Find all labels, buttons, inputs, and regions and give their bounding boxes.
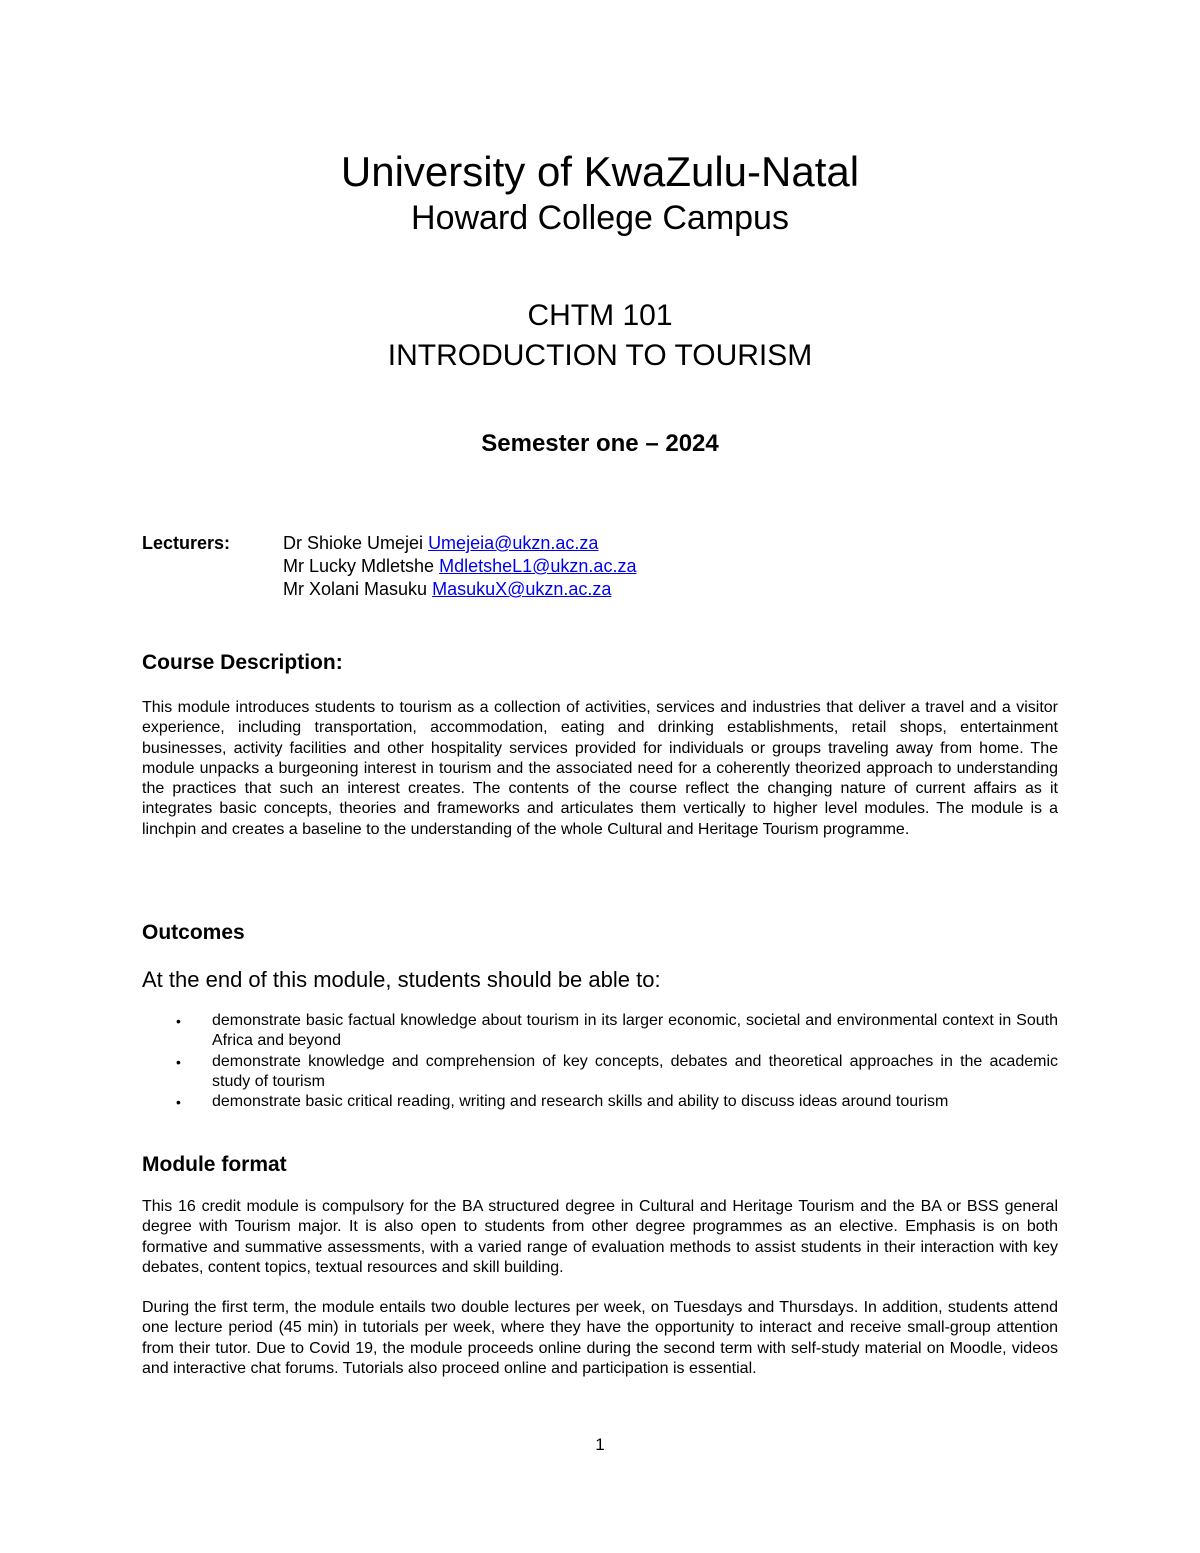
course-title: INTRODUCTION TO TOURISM: [387, 339, 813, 372]
lecturer-row: [283, 532, 983, 555]
outcomes-intro: At the end of this module, students should be able to:: [142, 967, 661, 992]
lecturer-name: Dr Shioke Umejei: [283, 533, 424, 553]
lecturer-name: Mr Xolani Masuku: [283, 579, 428, 599]
course-description-heading: Course Description:: [142, 651, 343, 674]
outcome-text: demonstrate knowledge and comprehension of key concepts, debates and theoretical approaches in the academic study of tourism: [212, 1052, 1058, 1090]
module-format-heading: Module format: [142, 1153, 287, 1176]
course-description-text: This module introduces students to tourism as a collection of activities, services and industries that deliver a travel and a visitor experience, including transportation, accommodation, eating and drinking establishments, retail shops, entertainment businesses, activity facilities and other hospitality services provided for individuals or groups traveling away from home. The module unpacks a burgeoning interest in tourism and the associated need for a coherently theorized approach to understanding the practices that such an interest creates. The contents of the course reflect the changing nature of current affairs as it integrates basic concepts, theories and frameworks and articulates them vertically to higher level modules. The module is a linchpin and creates a baseline to the understanding of the whole Cultural and Heritage Tourism programme.: [142, 699, 1058, 838]
campus-subtitle: Howard College Campus: [411, 199, 789, 237]
university-title: University of KwaZulu-Natal: [340, 148, 860, 195]
list-item: [142, 1011, 1058, 1052]
outcome-text: demonstrate basic critical reading, writing and research skills and ability to discuss ideas around tourism: [212, 1093, 949, 1111]
bullet-icon: •: [176, 1013, 181, 1029]
lecturer-name: Mr Lucky Mdletshe: [283, 556, 435, 576]
page-number: 1: [595, 1435, 605, 1454]
outcomes-heading: Outcomes: [142, 921, 245, 944]
bullet-icon: •: [176, 1094, 181, 1111]
lecturer-row: [283, 578, 983, 601]
list-item: [142, 1052, 1058, 1093]
lecturer-email-link[interactable]: MasukuX@ukzn.ac.za: [432, 579, 612, 599]
lecturer-email-link[interactable]: MdletsheL1@ukzn.ac.za: [439, 556, 637, 576]
lecturer-email-link[interactable]: Umejeia@ukzn.ac.za: [428, 533, 599, 553]
semester-heading: Semester one – 2024: [481, 430, 719, 457]
bullet-icon: •: [176, 1053, 181, 1070]
lecturers-list: [283, 532, 983, 601]
outcomes-list: [142, 1011, 1058, 1112]
lecturer-row: [283, 555, 983, 578]
outcome-text: demonstrate basic factual knowledge about tourism in its larger economic, societal and environmental context in South Africa and beyond: [212, 1012, 1058, 1050]
module-format-paragraph: This 16 credit module is compulsory for the BA structured degree in Cultural and Heritage Tourism and the BA or BSS general degree with Tourism major. It is also open to students from other degree programmes as an elective. Emphasis is on both formative and summative assessments, with a varied range of evaluation methods to assist students in their interaction with key debates, content topics, textual resources and skill building.: [142, 1198, 1058, 1276]
lecturers-label: Lecturers:: [142, 533, 231, 553]
list-item: [142, 1092, 1058, 1112]
module-format-paragraph: During the first term, the module entails two double lectures per week, on Tuesdays and Thursdays. In addition, students attend one lecture period (45 min) in tutorials per week, where they have the opportunity to interact and receive small-group attention from their tutor. Due to Covid 19, the module proceeds online during the second term with self-study material on Moodle, videos and interactive chat forums. Tutorials also proceed online and participation is essential.: [142, 1299, 1058, 1377]
course-code: CHTM 101: [527, 299, 673, 332]
